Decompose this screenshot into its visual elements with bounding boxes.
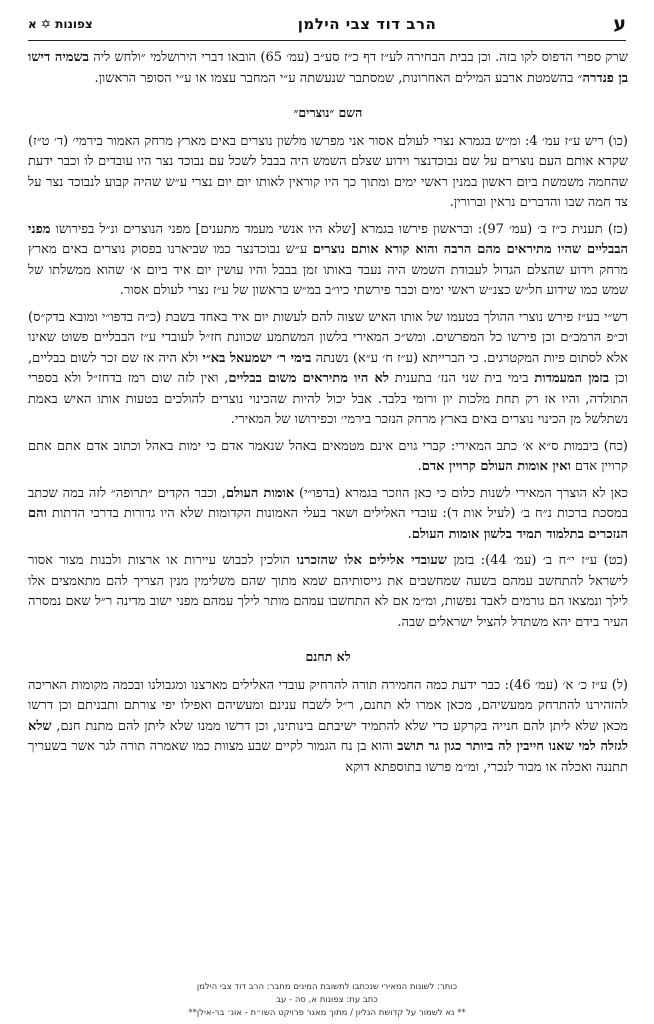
footer-journal: כתב עת: צפונות א, סה - עב: [276, 995, 378, 1005]
footer-citation: כותר: לשונות המאירי שנכתבו לתשובת המינים מחבר: הרב דוד צבי הילמן: [196, 982, 458, 992]
footer-notice: ** נא לשמור על קדושת הגליון / מתוך מאגר פרויקט השו״ת - אונ׳ בר-אילן**: [188, 1008, 466, 1018]
section-title-notsrim: השם ״נוצרים״: [293, 105, 363, 120]
section-title-lo-techanem: לא תחנם: [305, 649, 351, 664]
page-header: [28, 10, 626, 38]
page-footer: [20, 981, 634, 1020]
paragraph-28: (כח) ביבמות ס״א א׳ כתב המאירי: קברי גוים אינם מטמאים באהל שנאמר אדם כי ימות באהל וכתוב אדם אתם אתם קרויין אדם ואין אומות העולם קרויין אדם.: [28, 438, 628, 474]
paragraph-26: (כו) ריש ע״ז עמ׳ 4: ומ״ש בגמרא נצרי לעולם אסור אני מפרשו מלשון נוצרים באים מארץ מרחק האמור בירמי׳ (ד׳ ט״ז) שקרא אותם העם נוצרים על שם נבוכדנצר וידוע שצלם השמש היה בבבל לשכל עם נבוכד נצר היו עובדים לו וכבר ידעת שהחמה משמשת ביום ראשון במנין ראשי ימים ומתוך כך היו קוראין לאותו יום יום נצרי ע״ש שהיה קבוע לנבוכד נצר על צד חמה שבו והדברים נראין וברורין.: [28, 133, 628, 210]
section-name: צפונות ✡ א: [28, 17, 93, 31]
book-title: הרב דוד צבי הילמן: [297, 15, 437, 33]
main-text: [28, 48, 628, 958]
paragraph-rashi: רש״י בע״ז פירש נוצרי ההולך בטעמו של אותו האיש שצוה להם לעשות יום איד באחד בשבת (כ״ה בדפו״י ומובא בדק״ס) וכ״פ הרמב״ם וכן פירשו כל המפרשים. ומש״כ המאירי בלשון המשתמע שכוונת חז״ל לעובדי ע״ז הבבליים פשוט שאינו אלא לסתום פיות המקטרגים. כי הברייתא (ע״ז ח׳ ע״א) נשנתה בימי ר׳ ישמעאל בא״י ולא היה אז שם זכר לשום בבליים, וכן בזמן המעמדות בימי בית שני הנז׳ בתענית לא היו מתיראים משום בבליים, ואין לזה שום רמז בדחז״ל ולא בספרי התולדה, והיו אז רק תחת מלכות יון ורומי בלבד. אבל יכול להיות שהכינוי נוצרים להולכים בטעות אותו האיש באמת נשתלשל מן הכינוי נוצרים באים בארץ מרחק הנזכר בירמי׳ וכפירושו של המאירי.: [28, 309, 628, 427]
page-letter: ע: [613, 13, 626, 35]
paragraph-27: (כז) תענית כ״ז ב׳ (עמ׳ 97): ובראשון פירשו בגמרא [שלא היו אנשי מעמד מתענים] מפני הנוצרים ונ״ל בפירושו מפני הבבליים שהיו מתיראים מהם הרבה והוא קורא אותם נוצרים ע״ש נבוכדנצר כמו שביארנו בפסוק נוצרים באים מארץ מרחק וידוע שהצלם הגדול לעבודת השמש היה נעבד באותו זמן בבבל והיו עושין יום איד ביום א׳ שהוא ממשלתו של שמש כמו שידוע חל״ש כצנ״ש ראשי ימים וכבר פירשתי כיו״ב במ״ש בראשון של ע״ז נצרי לעולם אסור.: [28, 221, 628, 298]
paragraph-30: (ל) ע״ז כ׳ א׳ (עמ׳ 46): כבר ידעת כמה החמירה תורה להרחיק עובדי האלילים מארצנו ומגבולנו ובכמה מקומות האריכה להזהירנו להתרחק ממעשיהם, מכאן אמרו לא תחנם, ר״ל לשבח ענינם ומעשיהם ואפילו יפי צורתם ותבניתם וכן דרשו מכאן שלא ליתן להם חנייה בקרקע כדי שלא להתמיד ישיבתם בינותינו, וכן דרשו ממנו שלא ליתן להם מתנת חנם, שלא לגזלה למי שאנו חייבין לה ביותר כגון גר תושב והוא בן נח הגמור לקיים שבע מצוות כמו שאמרה תורה לגר אשר בשעריך תתננה ואכלה או מכור לנכרי, ומ״מ פרשו בתוספתא דוקא: [28, 677, 628, 775]
paragraph-29: (כט) ע״ז י״ח ב׳ (עמ׳ 44): בזמן שעובדי אלילים אלו שהזכרנו הולכין לכבוש עיירות או ארצות ולבנות מצור אסור לישראל להתחשב עמהם בשעה שמחשבים את גייסותיהם שמא מתוך שהם משלימין מנין הצריך להם מתאמצים אלו לילך ונמצאו הם גורמים לאבד נפשות, ומ״מ אם לא התחשבו עמהם מותר לילך עמהם מפני ישוב מדינה ר״ל שאם נמסרה העיר בידם יהא משתדל להציל ישראלים שבה.: [28, 553, 628, 630]
paragraph-intro: שרק ספרי הדפוס לקו בזה. וכן בבית הבחירה לע״ז דף כ״ז סע״ב (עמ׳ 65) הובאו דברי הירושלמי ״ולחש ליה בשמיה דישו בן פנדרה״ בהשמטת ארבע המילים האחרונות, שמסתבר שנעשתה ע״י המחבר עצמו או ע״י הסופר הראשון.: [28, 50, 628, 86]
header-rule: [28, 40, 626, 41]
paragraph-umot-haolam: כאן לא הוצרך המאירי לשנות כלום כי כאן הוזכר בגמרא (בדפו״י) אומות העולם, וכבר הקדים ״תרופה״ לזה במה שכתב במסכת ברכות נ״ח ב׳ (לעיל אות ד): עובדי האלילים ושאר בעלי האמונות הקדומות שלא היו גדורות בדרכי הדתות והם הנזכרים בתלמוד תמיד בלשון אומות העולם.: [28, 485, 628, 542]
